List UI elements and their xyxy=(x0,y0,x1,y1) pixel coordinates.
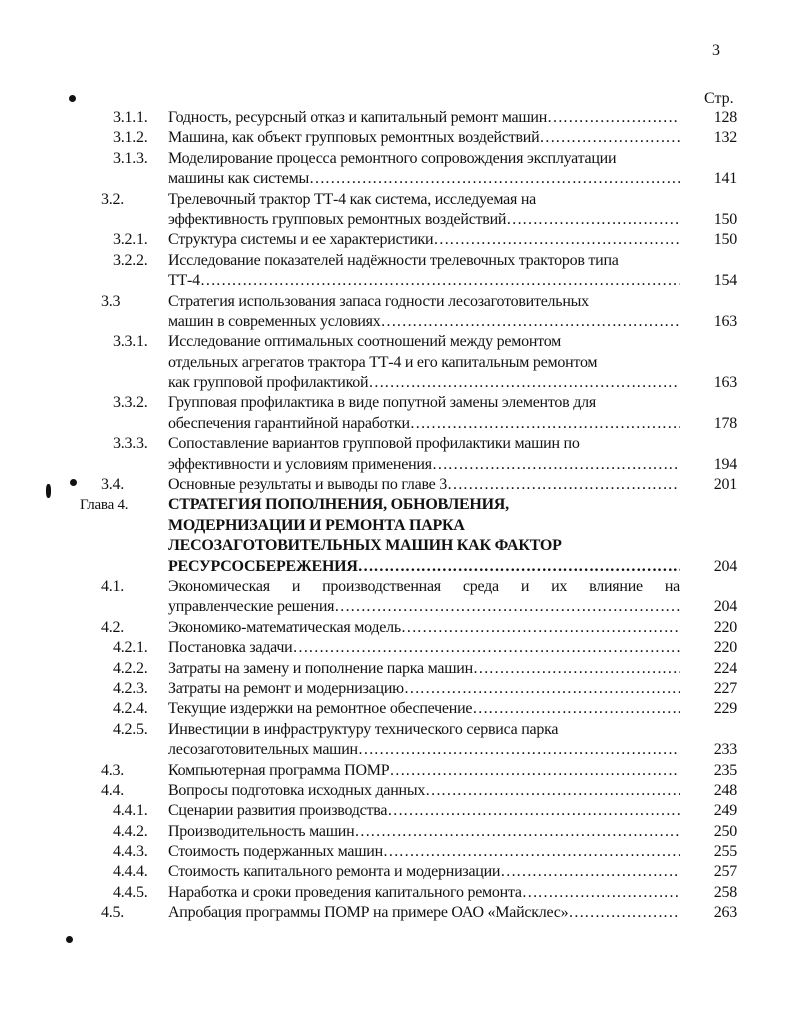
page-ref: 204 xyxy=(713,598,737,616)
section-title-line xyxy=(168,169,680,189)
dot-leader xyxy=(200,271,680,291)
section-number: 4.2.5. xyxy=(113,720,148,738)
page-ref: 263 xyxy=(713,904,737,922)
section-title-line xyxy=(168,108,680,128)
section-title-text: обеспечения гарантийной наработки xyxy=(168,414,410,432)
toc-line xyxy=(0,822,799,842)
toc-line xyxy=(0,414,799,434)
section-title-text: Производительность машин xyxy=(168,822,355,840)
dot-leader xyxy=(309,169,680,189)
section-title-line xyxy=(168,618,680,638)
section-title-text: Экономико-математическая модель xyxy=(168,618,401,636)
toc-line xyxy=(0,638,799,658)
page-ref: 235 xyxy=(713,761,737,779)
section-title-text: Текущие издержки на ремонтное обеспечение xyxy=(168,700,473,718)
toc-line xyxy=(0,251,799,271)
page-ref: 194 xyxy=(713,455,737,473)
toc-line xyxy=(0,495,799,515)
toc-entry[interactable] xyxy=(0,638,799,658)
toc-entry[interactable] xyxy=(0,720,799,761)
page-ref: 250 xyxy=(713,822,737,840)
toc-line xyxy=(0,720,799,740)
dot-leader xyxy=(547,108,680,128)
toc-line xyxy=(0,516,799,536)
section-title-line xyxy=(168,393,680,413)
toc-entry[interactable] xyxy=(0,822,799,842)
section-number: 3.3.3. xyxy=(113,435,148,453)
toc-entry[interactable] xyxy=(0,128,799,148)
section-title-text: эффективность групповых ремонтных воздействий xyxy=(168,210,507,228)
page-ref: 128 xyxy=(713,109,737,126)
section-title-text: Компьютерная программа ПОМР xyxy=(168,761,390,779)
scan-mark xyxy=(69,95,76,102)
section-title-text: Исследование показателей надёжности трелевочных тракторов типа xyxy=(168,251,619,269)
toc-line xyxy=(0,455,799,475)
toc-line xyxy=(0,434,799,454)
toc-line xyxy=(0,659,799,679)
section-number: 3.2.2. xyxy=(113,251,148,269)
section-number: 4.4.5. xyxy=(113,883,148,901)
dot-leader xyxy=(425,781,680,801)
section-title-line xyxy=(168,271,680,291)
section-title-text: МОДЕРНИЗАЦИИ И РЕМОНТА ПАРКА xyxy=(168,516,465,534)
toc-line xyxy=(0,557,799,577)
section-title-line xyxy=(168,781,680,801)
toc-line xyxy=(0,210,799,230)
dot-leader xyxy=(389,761,680,781)
section-title-line xyxy=(168,332,680,352)
section-title-text: Машина, как объект групповых ремонтных воздействий xyxy=(168,129,540,147)
section-title-text: СТРАТЕГИЯ ПОПОЛНЕНИЯ, ОБНОВЛЕНИЯ, xyxy=(168,496,509,514)
page-ref: 141 xyxy=(713,170,737,188)
page-ref: 220 xyxy=(713,618,737,636)
toc-entry[interactable] xyxy=(0,108,799,128)
toc-line xyxy=(0,536,799,556)
toc-line xyxy=(0,271,799,291)
toc-entry[interactable] xyxy=(0,883,799,903)
section-title-text: ТТ-4 xyxy=(168,272,200,290)
section-number: 4.2.1. xyxy=(113,639,148,657)
page-ref: 249 xyxy=(713,802,737,820)
section-number: 3.3.1. xyxy=(113,333,148,351)
page-column-header: Стр. xyxy=(704,90,734,107)
section-title-text: Инвестиции в инфраструктуру технического сервиса парка xyxy=(168,720,559,738)
section-title-line xyxy=(168,638,680,658)
toc-line xyxy=(0,292,799,312)
section-title-text: Экономическая и производственная среда и их влияние на xyxy=(168,577,680,595)
section-number: 3.3 xyxy=(101,292,121,310)
toc-line xyxy=(0,842,799,862)
toc-entry[interactable] xyxy=(0,475,799,495)
section-title-line xyxy=(168,659,680,679)
dot-leader xyxy=(334,597,680,617)
scan-mark xyxy=(46,484,51,498)
page-ref: 178 xyxy=(713,414,737,432)
dot-leader xyxy=(368,373,680,393)
section-title-line xyxy=(168,128,680,148)
dot-leader xyxy=(358,557,680,577)
section-title-line xyxy=(168,495,680,515)
section-title-text: лесозаготовительных машин xyxy=(168,741,358,759)
page-ref: 150 xyxy=(713,231,737,249)
section-title-line xyxy=(168,761,680,781)
page-ref: 150 xyxy=(713,210,737,228)
section-title-line xyxy=(168,679,680,699)
section-title-line xyxy=(168,230,680,250)
page-ref: 132 xyxy=(713,129,737,147)
section-title-text: отдельных агрегатов трактора ТТ-4 и его капитальным ремонтом xyxy=(168,353,598,371)
section-title-text: Постановка задачи xyxy=(168,639,293,657)
toc-entry[interactable] xyxy=(0,781,799,801)
section-title-line xyxy=(168,210,680,230)
section-title-line xyxy=(168,149,680,169)
toc-line xyxy=(0,353,799,373)
section-number: 4.3. xyxy=(101,761,124,779)
toc-entry[interactable] xyxy=(0,903,799,923)
section-number: 4.2.2. xyxy=(113,659,148,677)
scan-mark xyxy=(66,936,73,943)
section-title-line xyxy=(168,353,680,373)
section-title-text: Стратегия использования запаса годности лесозаготовительных xyxy=(168,292,589,310)
toc-entry[interactable] xyxy=(0,679,799,699)
section-number: 4.5. xyxy=(101,904,124,922)
section-number: 4.4.4. xyxy=(113,863,148,881)
toc-line xyxy=(0,190,799,210)
toc-line xyxy=(0,577,799,597)
page-number: 3 xyxy=(712,42,720,59)
section-number: 3.3.2. xyxy=(113,394,148,412)
toc-line xyxy=(0,740,799,760)
dot-leader xyxy=(447,475,680,495)
section-number: 4.2.3. xyxy=(113,679,148,697)
dot-leader xyxy=(433,230,680,250)
toc-entry[interactable] xyxy=(0,332,799,393)
page-ref: 204 xyxy=(713,557,737,575)
page-ref: 154 xyxy=(713,272,737,290)
section-title-text: ЛЕСОЗАГОТОВИТЕЛЬНЫХ МАШИН КАК ФАКТОР xyxy=(168,537,562,555)
section-number: 4.1. xyxy=(101,577,124,595)
dot-leader xyxy=(387,801,680,821)
toc-line xyxy=(0,149,799,169)
section-title-line xyxy=(168,536,680,556)
section-title-text: управленческие решения xyxy=(168,598,335,616)
toc-entry[interactable] xyxy=(0,699,799,719)
page-ref: 257 xyxy=(713,863,737,881)
section-number: 3.1.2. xyxy=(113,129,148,147)
section-title-line xyxy=(168,699,680,719)
toc-line xyxy=(0,597,799,617)
toc-line xyxy=(0,230,799,250)
section-title-text: машины как системы xyxy=(168,170,309,188)
toc-line xyxy=(0,781,799,801)
section-title-text: Сценарии развития производства xyxy=(168,802,388,820)
toc-line xyxy=(0,618,799,638)
page-ref: 255 xyxy=(713,843,737,861)
dot-leader xyxy=(472,699,680,719)
dot-leader xyxy=(522,883,680,903)
dot-leader xyxy=(292,638,680,658)
dot-leader xyxy=(383,842,680,862)
section-title-text: Трелевочный трактор ТТ-4 как система, исследуемая на xyxy=(168,190,537,208)
dot-leader xyxy=(381,312,680,332)
toc-entry[interactable] xyxy=(0,251,799,292)
toc-line xyxy=(0,108,799,128)
dot-leader xyxy=(568,903,680,923)
section-title-text: Вопросы подготовка исходных данных xyxy=(168,781,426,799)
section-title-line xyxy=(168,190,680,210)
toc-line xyxy=(0,903,799,923)
section-number: 3.1.3. xyxy=(113,149,148,167)
section-title-text: Затраты на ремонт и модернизацию xyxy=(168,679,404,697)
toc-entry[interactable] xyxy=(0,292,799,333)
dot-leader xyxy=(358,740,680,760)
section-title-line xyxy=(168,822,680,842)
toc-entry[interactable] xyxy=(0,618,799,638)
toc-line xyxy=(0,332,799,352)
toc-line xyxy=(0,393,799,413)
toc-line xyxy=(0,699,799,719)
section-title-text: как групповой профилактикой xyxy=(168,374,369,392)
section-title-text: Моделирование процесса ремонтного сопровождения эксплуатации xyxy=(168,149,617,167)
section-number: 4.2.4. xyxy=(113,700,148,718)
toc-line xyxy=(0,128,799,148)
section-number: 3.4. xyxy=(101,476,124,494)
section-title-line xyxy=(168,597,680,617)
section-title-line xyxy=(168,720,680,740)
section-title-line xyxy=(168,516,680,536)
section-title-line xyxy=(168,557,680,577)
section-number: 3.2. xyxy=(101,190,124,208)
page-ref: 233 xyxy=(713,741,737,759)
section-title-text: Апробация программы ПОМР на примере ОАО «Майсклес» xyxy=(168,904,569,922)
page-ref: 163 xyxy=(713,374,737,392)
toc-entry[interactable] xyxy=(0,801,799,821)
dot-leader xyxy=(354,822,680,842)
section-title-text: Исследование оптимальных соотношений между ремонтом xyxy=(168,333,562,351)
section-number: Глава 4. xyxy=(80,497,129,514)
section-title-line xyxy=(168,312,680,332)
toc-line xyxy=(0,761,799,781)
dot-leader xyxy=(473,659,680,679)
section-title-line xyxy=(168,373,680,393)
section-title-line xyxy=(168,883,680,903)
section-title-line xyxy=(168,292,680,312)
toc-line xyxy=(0,679,799,699)
dot-leader xyxy=(401,618,680,638)
toc-entry[interactable] xyxy=(0,190,799,231)
toc-line xyxy=(0,801,799,821)
section-number: 4.2. xyxy=(101,618,124,636)
section-title-text: РЕСУРСОСБЕРЕЖЕНИЯ xyxy=(168,557,358,575)
toc-line xyxy=(0,169,799,189)
section-title-line xyxy=(168,903,680,923)
section-number: 4.4.2. xyxy=(113,822,148,840)
table-of-contents xyxy=(0,108,799,924)
section-title-line xyxy=(168,740,680,760)
section-number: 4.4.1. xyxy=(113,802,148,820)
section-title-text: Стоимость подержанных машин xyxy=(168,843,383,861)
section-title-line xyxy=(168,862,680,882)
page-ref: 201 xyxy=(713,476,737,494)
page-ref: 227 xyxy=(713,679,737,697)
section-title-text: Групповая профилактика в виде попутной замены элементов для xyxy=(168,394,596,412)
section-title-text: Наработка и сроки проведения капитального ремонта xyxy=(168,883,522,901)
section-title-line xyxy=(168,414,680,434)
section-title-text: Годность, ресурсный отказ и капитальный ремонт машин xyxy=(168,109,548,126)
dot-leader xyxy=(506,210,680,230)
page-ref: 258 xyxy=(713,883,737,901)
section-title-text: Структура системы и ее характеристики xyxy=(168,231,434,249)
page-ref: 220 xyxy=(713,639,737,657)
section-title-line xyxy=(168,434,680,454)
scan-mark xyxy=(70,479,77,486)
dot-leader xyxy=(539,128,680,148)
toc-entry[interactable] xyxy=(0,761,799,781)
dot-leader xyxy=(404,679,680,699)
section-title-text: машин в современных условиях xyxy=(168,312,381,330)
toc-entry[interactable] xyxy=(0,230,799,250)
section-title-text: эффективности и условиям применения xyxy=(168,455,432,473)
section-number: 4.4. xyxy=(101,781,124,799)
toc-entry[interactable] xyxy=(0,495,799,577)
page-ref: 229 xyxy=(713,700,737,718)
toc-entry[interactable] xyxy=(0,434,799,475)
toc-line xyxy=(0,862,799,882)
page-ref: 248 xyxy=(713,781,737,799)
toc-line xyxy=(0,312,799,332)
dot-leader xyxy=(500,862,680,882)
toc-line xyxy=(0,373,799,393)
toc-entry[interactable] xyxy=(0,659,799,679)
section-title-text: Стоимость капитального ремонта и модернизации xyxy=(168,863,501,881)
section-title-line xyxy=(168,801,680,821)
toc-entry[interactable] xyxy=(0,842,799,862)
toc-entry[interactable] xyxy=(0,862,799,882)
dot-leader xyxy=(410,414,680,434)
toc-line xyxy=(0,883,799,903)
section-title-line xyxy=(168,842,680,862)
toc-line xyxy=(0,475,799,495)
page-ref: 163 xyxy=(713,312,737,330)
section-title-text: Затраты на замену и пополнение парка машин xyxy=(168,659,473,677)
section-number: 3.2.1. xyxy=(113,231,148,249)
section-title-text: Сопоставление вариантов групповой профилактики машин по xyxy=(168,435,580,453)
page-ref: 224 xyxy=(713,659,737,677)
section-number: 4.4.3. xyxy=(113,843,148,861)
section-title-line xyxy=(168,455,680,475)
toc-entry[interactable] xyxy=(0,149,799,190)
section-number: 3.1.1. xyxy=(113,109,148,126)
toc-entry[interactable] xyxy=(0,577,799,618)
section-title-line xyxy=(168,577,680,597)
dot-leader xyxy=(432,455,680,475)
section-title-text: Основные результаты и выводы по главе 3 xyxy=(168,476,448,494)
section-title-line xyxy=(168,251,680,271)
toc-entry[interactable] xyxy=(0,393,799,434)
section-title-line xyxy=(168,475,680,495)
